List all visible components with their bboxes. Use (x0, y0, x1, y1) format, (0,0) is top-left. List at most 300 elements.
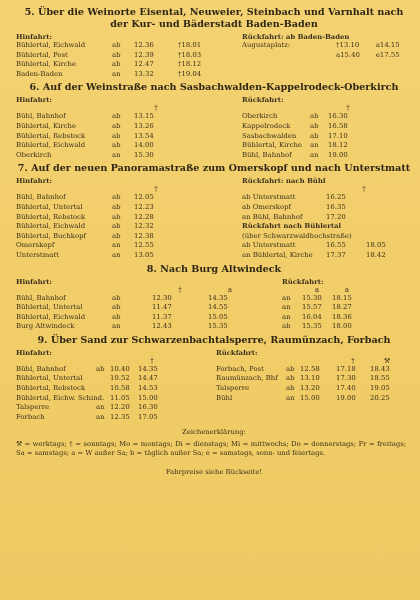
header-row (16, 33, 230, 41)
sunday-marker: † (346, 104, 350, 113)
departure-time: 12.28 (134, 212, 154, 221)
timetable-row (242, 222, 412, 232)
departure-time: a14.15 (375, 41, 400, 49)
day-marker-row (282, 286, 412, 294)
departure-time: †19.04 (178, 69, 202, 78)
stop-name: Augustaplatz: (242, 41, 291, 49)
departure-time: 16.35 (326, 202, 346, 211)
timetable-row (16, 132, 230, 142)
direction-header: Rückfahrt: (282, 277, 324, 286)
stop-name: Bühlertal, Kirche (16, 121, 76, 130)
departure-time: 13.05 (134, 250, 154, 259)
timetable-row (242, 193, 412, 203)
departure-time: 18.27 (332, 303, 352, 312)
arrival-departure-flag: an (112, 322, 121, 331)
stop-name: Raumünzach, Bhf (216, 374, 278, 383)
stop-name: Bühlertal, Eichwald (16, 41, 86, 49)
arrival-departure-flag: ab (310, 131, 319, 140)
day-marker: a (344, 285, 350, 294)
timetable-row (282, 313, 412, 323)
departure-time (366, 193, 406, 203)
stop-name: Bühlertal, Eichw. Schind. (16, 393, 105, 402)
arrival-departure-flag: an (96, 412, 105, 421)
departure-time: 10.52 (110, 374, 130, 383)
timetable-row (16, 213, 230, 223)
route-section (16, 82, 412, 160)
timetable-row (16, 112, 230, 122)
departure-time: 16.55 (326, 241, 346, 250)
departure-time: 20.25 (370, 393, 390, 402)
departure-time: 12.35 (110, 412, 130, 421)
departure-time: 12.32 (134, 222, 154, 231)
departure-time: 17.18 (336, 364, 356, 373)
timetable-row (242, 132, 412, 142)
outbound-column (16, 33, 230, 79)
section-columns (16, 278, 412, 332)
stop-name: (über Schwarzwaldhochstraße) (242, 231, 352, 240)
stop-name: Bühl, Bahnhof (16, 364, 66, 373)
arrival-departure-flag: an (112, 69, 121, 78)
arrival-departure-flag (96, 374, 110, 384)
spacer (112, 104, 134, 112)
stop-name: Bühl, Bahnhof (242, 150, 292, 159)
arrival-departure-flag: ab (112, 293, 121, 302)
departure-time: 13.26 (134, 121, 154, 130)
arrival-departure-flag: ab (112, 202, 121, 211)
legend-text: ⚒ = werktags; † = sonntags; Mo = montags; Di = dienstags; Mi = mittwochs; Do = donnerstags; Fr = freitags; Sa = samstags; a = W außer Sa; b = täglich außer Sa; e = samstags, sonn- und feiertags. (16, 440, 406, 458)
spacer (96, 357, 110, 365)
timetable-row (16, 70, 230, 80)
timetable-row (16, 384, 196, 394)
departure-time: 14.55 (208, 303, 228, 312)
arrival-departure-flag: an (286, 393, 295, 402)
departure-time: 17.40 (336, 384, 356, 393)
departure-time: 15.30 (302, 293, 322, 302)
departure-time: 16.58 (328, 121, 348, 130)
departure-time: 17.05 (138, 412, 158, 421)
timetable-row (242, 151, 412, 161)
day-marker-row (216, 357, 412, 365)
departure-time: 14.47 (138, 374, 158, 383)
day-marker: a (227, 285, 233, 294)
departure-time: 12.36 (134, 41, 154, 49)
timetable-row (282, 294, 412, 304)
departure-time: 18.36 (332, 312, 352, 321)
spacer (16, 357, 96, 365)
stop-name: Bühlertal, Kirche (242, 141, 302, 150)
departure-time (326, 222, 366, 232)
departure-time: 12.23 (134, 202, 154, 211)
timetable-row (282, 303, 412, 313)
departure-time: 12.39 (134, 50, 154, 59)
arrival-departure-flag: ab (112, 231, 121, 240)
spacer (310, 104, 328, 112)
departure-time: 13.54 (134, 131, 154, 140)
departure-time: 11.37 (152, 312, 172, 321)
timetable-row (16, 51, 230, 61)
section-columns (16, 349, 412, 423)
spacer (286, 357, 300, 365)
timetable-row (242, 251, 412, 261)
timetable-row (16, 403, 196, 413)
outbound-column (16, 278, 266, 332)
day-marker-row (16, 286, 266, 294)
timetable-row (16, 374, 196, 384)
day-marker: a (314, 285, 320, 294)
departure-time (326, 232, 366, 242)
arrival-departure-flag: ab (286, 364, 295, 373)
timetable-row (16, 322, 266, 332)
arrival-departure-flag: ab (112, 121, 121, 130)
arrival-departure-flag (96, 384, 110, 394)
departure-time: 16.30 (138, 403, 158, 412)
timetable-row (16, 313, 266, 323)
stop-name: Bühlertal, Kirche (16, 60, 76, 69)
departure-time: 13.10 (300, 374, 320, 383)
section-title: 5. Über die Weinorte Eisental, Neuweier, Steinbach und Varnhalt nach der Kur- und Bäderstadt Baden-Baden (24, 7, 404, 30)
departure-time: 17.10 (328, 131, 348, 140)
departure-time: †13.10 (336, 41, 360, 49)
direction-header: Hinfahrt: (16, 177, 52, 186)
day-marker (110, 357, 138, 365)
timetable-row (242, 141, 412, 151)
stop-name: Burg Altwindeck (16, 322, 75, 331)
departure-time: 15.35 (302, 322, 322, 331)
arrival-departure-flag (96, 394, 110, 404)
timetable-row (16, 251, 230, 261)
stop-name: Forbach, Post (216, 364, 264, 373)
arrival-departure-flag: an (282, 303, 291, 312)
departure-time: 12.58 (300, 364, 320, 373)
direction-header: Rückfahrt: ab Baden-Baden (242, 33, 350, 41)
departure-time: 15.05 (208, 312, 228, 321)
sunday-marker: † (178, 285, 182, 294)
departure-time: 18.15 (332, 293, 352, 302)
direction-header: Hinfahrt: (16, 348, 52, 357)
departure-time (366, 203, 406, 213)
section-columns (16, 96, 412, 160)
header-row (16, 278, 266, 286)
departure-time: 13.32 (134, 69, 154, 78)
departure-time: 16.25 (326, 193, 346, 202)
sunday-marker: † (154, 104, 158, 113)
departure-time (366, 213, 406, 223)
spacer (112, 185, 134, 193)
departure-time: 10.40 (110, 364, 130, 373)
outbound-column (16, 177, 230, 260)
arrival-departure-flag: ab (286, 384, 295, 393)
direction-header: Hinfahrt: (16, 96, 52, 105)
direction-header: Rückfahrt: nach Bühl (242, 177, 326, 186)
return-column (242, 177, 412, 260)
arrival-departure-flag: an (112, 241, 121, 250)
header-row (242, 177, 412, 185)
section-title: 9. Über Sand zur Schwarzenbachtalsperre, Raumünzach, Forbach (37, 334, 391, 346)
departure-time: †18.12 (178, 60, 202, 69)
sunday-marker: † (362, 185, 366, 194)
stop-name: Bühlertal, Eichwald (16, 222, 86, 231)
day-marker: ⚒ (383, 356, 391, 365)
departure-time: 12.43 (152, 322, 172, 331)
departure-time: 17.30 (336, 374, 356, 383)
day-marker: † (150, 356, 154, 365)
section-title: 7. Auf der neuen Panoramastraße zum Omerskopf und nach Unterstmatt (17, 163, 411, 175)
return-column (282, 278, 412, 332)
stop-name: Bühl, Bahnhof (16, 112, 66, 121)
arrival-departure-flag: ab (112, 112, 121, 121)
arrival-departure-flag: an (282, 293, 291, 302)
arrival-departure-flag: ab (112, 212, 121, 221)
departure-time: 16.04 (302, 312, 322, 321)
fare-note: Fahrpreise siehe Rückseite! (165, 468, 263, 477)
stop-name: Unterstmatt (16, 250, 59, 259)
departure-time (366, 222, 406, 232)
outbound-column (16, 349, 196, 423)
stop-name: Talsperre (216, 384, 250, 393)
timetable-row (16, 203, 230, 213)
timetable-row (16, 232, 230, 242)
stop-name: Bühlertal, Untertal (16, 374, 83, 383)
stop-name: Bühlertal, Untertal (16, 303, 83, 312)
day-marker-row (242, 104, 412, 112)
departure-time: 16.30 (328, 112, 348, 121)
route-section (16, 335, 412, 423)
day-marker-row (16, 357, 196, 365)
timetable-row (242, 41, 412, 51)
header-row (16, 96, 230, 104)
timetable-row (16, 151, 230, 161)
timetable-row (242, 232, 412, 242)
direction-header: Hinfahrt: (16, 277, 52, 286)
timetable-row (282, 322, 412, 332)
stop-name: Sasbachwalden (242, 131, 297, 140)
timetable-row (242, 122, 412, 132)
departure-time: 14.35 (138, 364, 158, 373)
departure-time: 15.30 (134, 150, 154, 159)
stop-name: Bühlertal, Buchkopf (16, 231, 87, 240)
stop-name: Forbach (16, 412, 45, 421)
spacer (242, 185, 326, 193)
stop-name: ab Omerskopf (242, 202, 292, 211)
stop-name: Bühl, Bahnhof (16, 193, 66, 202)
return-column (216, 349, 412, 423)
stop-name: Rückfahrt nach Bühlertal (242, 222, 342, 231)
stop-name (242, 51, 320, 61)
arrival-departure-flag: ab (112, 60, 121, 69)
timetable-row (242, 51, 412, 61)
arrival-departure-flag: ab (96, 364, 105, 373)
spacer (112, 286, 152, 294)
arrival-departure-flag: an (310, 150, 319, 159)
stop-name: Bühl (216, 393, 233, 402)
arrival-departure-flag: ab (282, 322, 291, 331)
arrival-departure-flag: ab (112, 131, 121, 140)
spacer (242, 104, 310, 112)
stop-name: Baden-Baden (16, 69, 63, 78)
departure-time: 14.00 (134, 141, 154, 150)
arrival-departure-flag: ab (112, 303, 121, 312)
header-row (16, 349, 196, 357)
timetable-row (216, 394, 412, 404)
arrival-departure-flag: ab (112, 222, 121, 231)
departure-time: 12.05 (134, 193, 154, 202)
stop-name: Omerskopf (16, 241, 55, 250)
departure-time: 10.58 (110, 384, 130, 393)
direction-header: Hinfahrt: (16, 33, 52, 41)
departure-time: 13.15 (134, 112, 154, 121)
departure-time: 13.20 (300, 384, 320, 393)
arrival-departure-flag: ab (286, 374, 295, 383)
arrival-departure-flag: an (282, 312, 291, 321)
arrival-departure-flag: ab (112, 312, 121, 321)
timetable-row (16, 141, 230, 151)
header-row (242, 33, 412, 41)
day-marker-row (242, 185, 412, 193)
departure-time: 12.20 (110, 403, 130, 412)
departure-time: 19.00 (336, 393, 356, 402)
arrival-departure-flag: ab (112, 50, 121, 59)
arrival-departure-flag: ab (112, 141, 121, 150)
departure-time: 18.12 (328, 141, 348, 150)
header-row (216, 349, 412, 357)
timetable-row (242, 112, 412, 122)
day-marker-row (16, 185, 230, 193)
arrival-departure-flag: ab (112, 193, 121, 202)
return-column (242, 33, 412, 79)
stop-name: ab Unterstmatt (242, 241, 296, 250)
departure-time: 12.38 (134, 231, 154, 240)
direction-header: Rückfahrt: (242, 96, 284, 105)
timetable-row (16, 365, 196, 375)
section-title: 6. Auf der Weinstraße nach Sasbachwalden-Kappelrodeck-Oberkirch (29, 82, 399, 94)
departure-time: 18.43 (370, 364, 390, 373)
timetable-row (16, 122, 230, 132)
departure-time: 18.05 (366, 241, 386, 250)
arrival-departure-flag: ab (310, 121, 319, 130)
departure-time: 15.00 (300, 393, 320, 402)
timetable-row (16, 222, 230, 232)
departure-time: 15.00 (138, 393, 158, 402)
departure-time: 12.30 (152, 293, 172, 302)
departure-time: e17.55 (375, 50, 400, 59)
arrival-departure-flag: an (96, 403, 105, 412)
departure-time: 15.57 (302, 303, 322, 312)
departure-time: 18.55 (370, 374, 390, 383)
arrival-departure-flag: ab (310, 112, 319, 121)
section-columns (16, 177, 412, 260)
return-column (242, 96, 412, 160)
stop-name: Oberkirch (16, 150, 52, 159)
spacer (16, 104, 112, 112)
header-row (282, 278, 412, 286)
timetable-row (16, 303, 266, 313)
stop-name: ab Unterstmatt (242, 193, 296, 202)
arrival-departure-flag: ab (112, 41, 121, 49)
departure-time: 11.05 (110, 393, 130, 402)
stop-name: an Bühlertal, Kirche (242, 250, 313, 259)
stop-name: Bühlertal, Eichwald (16, 312, 86, 321)
stop-name: Bühlertal, Rebstock (16, 131, 86, 140)
timetable-row (242, 241, 412, 251)
spacer (216, 357, 286, 365)
route-section (16, 264, 412, 332)
departure-time: 15.35 (208, 322, 228, 331)
arrival-departure-flag: an (310, 141, 319, 150)
departure-time: 14.35 (208, 293, 228, 302)
timetable-row (16, 413, 196, 423)
spacer (16, 185, 112, 193)
departure-time: †18.01 (178, 41, 202, 49)
timetable-row (16, 241, 230, 251)
departure-time: 12.55 (134, 241, 154, 250)
stop-name: Talsperre (16, 403, 50, 412)
stop-name: Oberkirch (242, 112, 278, 121)
sunday-marker: † (154, 185, 158, 194)
stop-name: Bühlertal, Eichwald (16, 141, 86, 150)
timetable-row (216, 384, 412, 394)
section-columns (16, 33, 412, 79)
header-row (16, 177, 230, 185)
stop-name: Kappelrodeck (242, 121, 291, 130)
timetable-row (242, 203, 412, 213)
stop-name: Bühlertal, Untertal (16, 202, 83, 211)
arrival-departure-flag: an (112, 150, 121, 159)
timetable-row (16, 294, 266, 304)
arrival-departure-flag: an (112, 250, 121, 259)
departure-time: 18.42 (366, 250, 386, 259)
departure-time: 11.47 (152, 303, 172, 312)
departure-time (366, 232, 406, 242)
route-section (16, 163, 412, 260)
departure-time: 17.20 (326, 212, 346, 221)
day-marker: † (351, 356, 355, 365)
timetable-row (16, 193, 230, 203)
stop-name: an Bühl, Bahnhof (242, 212, 303, 221)
day-marker (300, 357, 336, 365)
timetable-row (216, 374, 412, 384)
timetable-row (242, 213, 412, 223)
section-title: 8. Nach Burg Altwindeck (146, 263, 282, 275)
timetable-row (216, 365, 412, 375)
legend-title: Zeichenerklärung: (182, 428, 246, 437)
departure-time: a15.40 (336, 50, 360, 59)
timetable-row (16, 41, 230, 51)
departure-time: 17.37 (326, 250, 346, 259)
route-section (16, 7, 412, 79)
departure-time: 14.53 (138, 384, 158, 393)
direction-header: Rückfahrt: (216, 348, 258, 357)
stop-name: Bühlertal, Rebstock (16, 212, 86, 221)
stop-name: Bühlertal, Rebstock (16, 384, 86, 393)
arrival-departure-flag (320, 41, 336, 51)
spacer (282, 286, 302, 294)
spacer (326, 185, 344, 193)
departure-time: †18.03 (178, 50, 202, 59)
outbound-column (16, 96, 230, 160)
departure-time: 19.05 (370, 384, 390, 393)
stop-name: Bühl, Bahnhof (16, 293, 66, 302)
day-marker-row (16, 104, 230, 112)
timetable-row (16, 60, 230, 70)
departure-time: 12.47 (134, 60, 154, 69)
arrival-departure-flag (320, 51, 336, 61)
spacer (16, 286, 112, 294)
header-row (242, 96, 412, 104)
departure-time: 18.00 (332, 322, 352, 331)
timetable-row (16, 394, 196, 404)
departure-time: 19.00 (328, 150, 348, 159)
stop-name: Bühlertal, Post (16, 50, 68, 59)
